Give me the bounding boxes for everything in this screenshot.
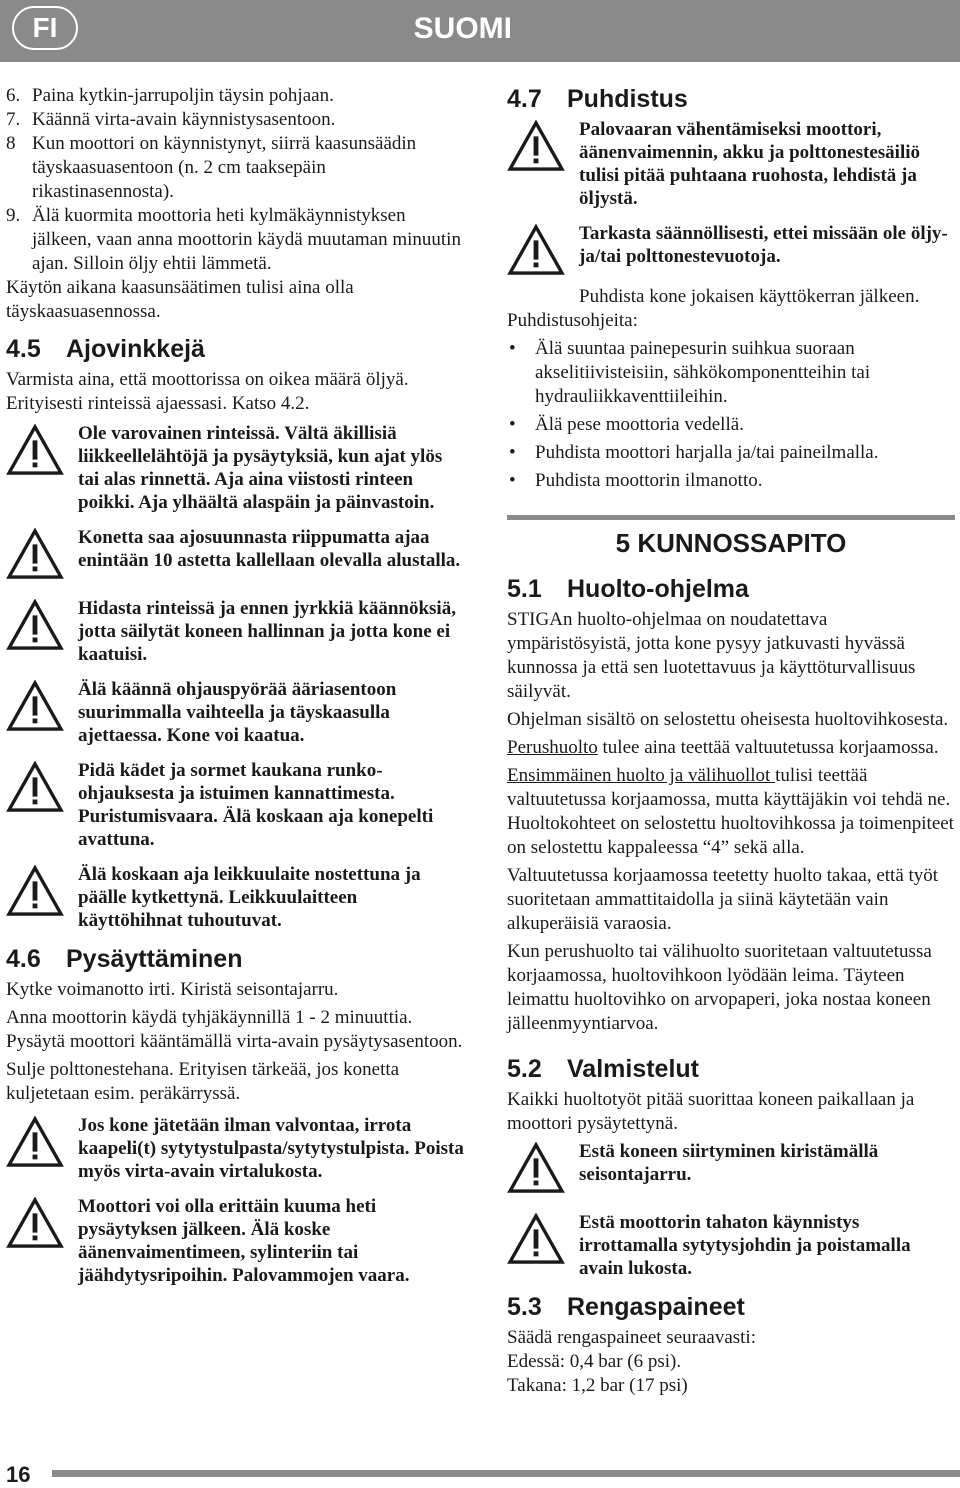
page-header <box>0 0 960 62</box>
language-badge: FI <box>12 6 78 50</box>
bullet-icon: • <box>509 470 516 491</box>
section-heading-5-3: 5.3 Rengaspaineet <box>507 1293 745 1321</box>
warning-icon <box>6 422 78 514</box>
step-number: 6. <box>6 85 21 106</box>
section-heading-4-5: 4.5 Ajovinkkejä <box>6 335 205 363</box>
paragraph: Varmista aina, että moottorissa on oikea määrä öljyä. Erityisesti rinteissä ajaessasi. Katso 4.2. <box>6 369 409 414</box>
warning-block <box>6 422 464 514</box>
bullet-icon: • <box>509 338 516 359</box>
warning-block <box>507 1211 955 1280</box>
warning-icon <box>6 1195 78 1287</box>
list-item: • Puhdista moottori harjalla ja/tai paineilmalla. <box>509 442 879 463</box>
warning-icon <box>6 759 78 851</box>
warning-block <box>6 526 464 585</box>
warning-block <box>6 863 464 932</box>
paragraph: Sulje polttonestehana. Erityisen tärkeää, jos konetta kuljetetaan esim. peräkärryssä. <box>6 1059 400 1104</box>
warning-icon <box>6 526 78 585</box>
step-number: 9. <box>6 205 21 226</box>
list-item <box>6 204 464 276</box>
warning-text: Älä koskaan aja leikkuulaite nostettuna ja päälle kytkettynä. Leikkuulaitteen käyttöhihnat tuhoutuvat. <box>78 864 421 931</box>
paragraph: Ohjelman sisältö on selostettu oheisesta huoltovihkosesta. <box>507 709 949 730</box>
warning-text: Jos kone jätetään ilman valvontaa, irrota kaapeli(t) sytytystulpasta/sytytystulpista. Poista myös virta-avain virtalukosta. <box>78 1115 464 1182</box>
warning-icon <box>6 863 78 932</box>
warning-text: Hidasta rinteissä ja ennen jyrkkiä käännöksiä, jotta säilytät koneen hallinnan ja jotta kone ei kaatuisi. <box>78 598 456 665</box>
warning-icon <box>6 678 78 747</box>
paragraph: Kytke voimanotto irti. Kiristä seisontajarru. <box>6 979 339 1000</box>
warning-text: Tarkasta säännöllisesti, ettei missään ole öljy- ja/tai polttonestevuotoja. <box>579 223 948 267</box>
paragraph: Kaikki huoltotyöt pitää suorittaa koneen paikallaan ja moottori pysäytettynä. <box>507 1089 915 1134</box>
paragraph: Käytön aikana kaasunsäätimen tulisi aina olla täyskaasuasennossa. <box>6 277 354 322</box>
warning-block <box>6 1195 464 1287</box>
list-item <box>6 84 464 108</box>
warning-text: Ole varovainen rinteissä. Vältä äkillisiä liikkeellelähtöjä ja pysäytyksiä, kun ajat ylös tai alas rinnettä. Aja aina viistosti rinteen poikki. Aja ylhäältä alaspäin ja päinvastoin. <box>78 423 443 513</box>
list-item: • Älä pese moottoria vedellä. <box>509 414 744 435</box>
section-heading-4-6: 4.6 Pysäyttäminen <box>6 945 243 973</box>
warning-block <box>6 1114 464 1183</box>
warning-icon <box>507 118 579 210</box>
warning-text: Älä käännä ohjauspyörää ääriasentoon suurimmalla vaihteella ja täyskaasulla ajettaessa. Kone voi kaatua. <box>78 679 397 746</box>
warning-block <box>6 678 464 747</box>
bullet-icon: • <box>509 414 516 435</box>
step-text: Paina kytkin-jarrupoljin täysin pohjaan. <box>32 85 334 106</box>
paragraph: Kun perushuolto tai välihuolto suoritetaan valtuutetussa korjaamossa, huoltovihkoon lyödään leima. Täyteen leimattu huoltovihko on arvopaperi, joka nostaa koneen jälleenmyyntiarvoa. <box>507 941 932 1034</box>
paragraph: Ensimmäinen huolto ja välihuollot tulisi teettää valtuutetussa korjaamossa, mutta käyttäjäkin voi tehdä ne. Huoltokohteet on selostettu huoltovihkossa ja toimenpiteet on selostettu kappaleessa “4” sekä alla. <box>507 765 954 858</box>
list-item <box>6 108 464 132</box>
list-item: • Puhdista moottorin ilmanotto. <box>509 470 763 491</box>
warning-text: Estä koneen siirtyminen kiristämällä seisontajarru. <box>579 1141 879 1185</box>
step-number: 7. <box>6 109 21 130</box>
warning-block <box>6 759 464 851</box>
paragraph: Takana: 1,2 bar (17 psi) <box>507 1375 688 1396</box>
section-heading-5-2: 5.2 Valmistelut <box>507 1055 699 1083</box>
page-number: 16 <box>6 1462 31 1487</box>
paragraph: Valtuutetussa korjaamossa teetetty huolto takaa, että työt suoritetaan ammattitaidolla ja siinä käytetään vain alkuperäisiä varaosia. <box>507 865 939 934</box>
warning-text: Konetta saa ajosuunnasta riippumatta ajaa enintään 10 astetta kallellaan olevalla alustalla. <box>78 527 461 571</box>
warning-icon <box>6 597 78 666</box>
warning-icon <box>507 1140 579 1199</box>
warning-icon <box>507 1211 579 1280</box>
step-text: Älä kuormita moottoria heti kylmäkäynnistyksen jälkeen, vaan anna moottorin käydä muutaman minuutin ajan. Silloin öljy ehtii lämmetä. <box>32 205 461 274</box>
chapter-title: 5 KUNNOSSAPITO <box>615 528 847 558</box>
header-title: SUOMI <box>413 12 512 45</box>
paragraph: Säädä rengaspaineet seuraavasti: <box>507 1327 756 1348</box>
bullet-icon: • <box>509 442 516 463</box>
left-column <box>6 84 464 1299</box>
paragraph: Edessä: 0,4 bar (6 psi). <box>507 1351 682 1372</box>
warning-text: Pidä kädet ja sormet kaukana runko-ohjauksesta ja istuimen kannattimesta. Puristumisvaara. Älä koskaan aja konepelti avattuna. <box>78 760 434 850</box>
step-number: 8 <box>6 133 16 154</box>
paragraph: Puhdista kone jokaisen käyttökerran jälkeen. Puhdistusohjeita: <box>507 286 920 331</box>
warning-block <box>507 1140 955 1199</box>
footer-bar <box>52 1470 960 1477</box>
paragraph: STIGAn huolto-ohjelmaa on noudatettava ympäristösyistä, jotta kone pysyy jatkuvasti hyvässä kunnossa ja että sen luotettavuus ja käyttöturvallisuus säilyvät. <box>507 609 916 702</box>
list-item <box>6 132 464 204</box>
section-heading-4-7: 4.7 Puhdistus <box>507 85 688 113</box>
warning-block <box>6 597 464 666</box>
warning-icon <box>6 1114 78 1183</box>
warning-text: Palovaaran vähentämiseksi moottori, äänenvaimennin, akku ja polttonestesäiliö tulisi pitää puhtaana ruohosta, lehdistä ja öljystä. <box>579 119 920 209</box>
warning-block <box>507 222 955 281</box>
start-steps <box>6 84 464 276</box>
warning-block <box>507 118 955 210</box>
list-item: • Älä suuntaa painepesurin suihkua suoraan akselitiivisteisiin, sähkökomponentteihin tai hydrauliikkaventtiileihin. <box>509 338 871 407</box>
step-text: Kun moottori on käynnistynyt, siirrä kaasunsäädin täyskaasuasentoon (n. 2 cm taaksepäin rikastinasennosta). <box>32 133 417 202</box>
warning-text: Moottori voi olla erittäin kuuma heti pysäytyksen jälkeen. Älä koske äänenvaimentimeen, sylinteriin tai jäähdytysripoihin. Palovammojen vaara. <box>78 1196 410 1286</box>
paragraph: Perushuolto tulee aina teettää valtuutetussa korjaamossa. <box>507 737 939 758</box>
right-column <box>507 84 955 1398</box>
warning-text: Estä moottorin tahaton käynnistys irrottamalla sytytysjohdin ja poistamalla avain lukosta. <box>579 1212 911 1279</box>
chapter-divider <box>507 515 955 520</box>
warning-icon <box>507 222 579 281</box>
step-text: Käännä virta-avain käynnistysasentoon. <box>32 109 336 130</box>
section-heading-5-1: 5.1 Huolto-ohjelma <box>507 575 749 603</box>
paragraph: Anna moottorin käydä tyhjäkäynnillä 1 - 2 minuuttia. Pysäytä moottori kääntämällä virta-avain pysäytysasentoon. <box>6 1007 463 1052</box>
